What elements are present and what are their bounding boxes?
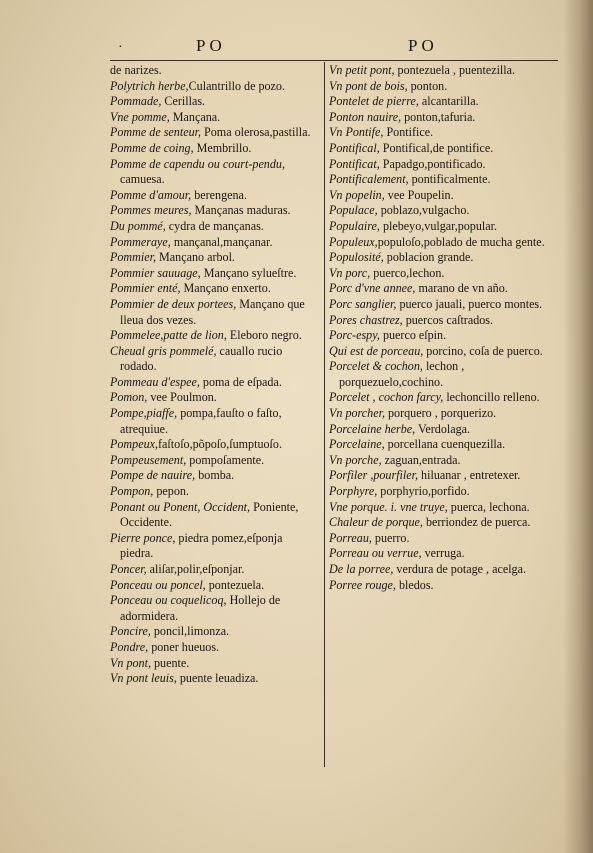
dictionary-entry xyxy=(110,235,318,251)
dictionary-entry xyxy=(329,203,557,219)
dictionary-entry xyxy=(110,344,318,375)
entry-translation: poner hueuos. xyxy=(148,639,220,654)
entry-headword: Porfiler ,pourfiler, xyxy=(329,468,419,483)
entry-headword: Vn porc, xyxy=(329,265,371,280)
left-column xyxy=(110,63,318,687)
entry-headword: Porcelet , cochon farcy, xyxy=(329,390,444,405)
entry-headword: Populeux, xyxy=(329,234,378,249)
entry-headword: Pomon, xyxy=(110,390,148,405)
dictionary-entry xyxy=(110,328,318,344)
entry-translation: puente. xyxy=(150,655,190,670)
entry-translation: puerco eſpin. xyxy=(379,328,447,343)
entry-translation: Membrillo. xyxy=(193,140,252,155)
entry-headword: Porc d'vne annee, xyxy=(329,281,416,296)
dictionary-entry xyxy=(329,125,557,141)
entry-translation: pompoſamente. xyxy=(186,452,265,467)
dictionary-entry xyxy=(329,359,557,390)
entry-headword: Cheual gris pommelé, xyxy=(110,343,217,358)
entry-translation: verdura de potage , acelga. xyxy=(393,562,526,576)
dictionary-entry xyxy=(329,110,557,126)
entry-translation: populoſo,poblado de mucha gente. xyxy=(377,234,545,249)
entry-headword: Pompon, xyxy=(110,484,154,499)
dictionary-entry xyxy=(110,593,318,624)
dictionary-entry xyxy=(329,484,557,500)
entry-headword: Pontificat, xyxy=(329,156,380,171)
dictionary-entry xyxy=(110,157,318,188)
entry-translation: vee Poupelin. xyxy=(384,187,454,202)
entry-translation: marano de vn año. xyxy=(415,281,508,296)
entry-translation: porcellana cuenquezilla. xyxy=(384,437,506,452)
dictionary-entry xyxy=(329,406,557,422)
entry-headword: Pommier de deux portees, xyxy=(110,296,237,311)
dictionary-entry xyxy=(329,141,557,157)
dictionary-entry xyxy=(110,125,318,141)
entry-headword: Pommes meures, xyxy=(110,203,192,218)
dictionary-entry xyxy=(329,578,557,594)
dictionary-entry xyxy=(110,79,318,95)
entry-headword: Pierre ponce, xyxy=(110,530,176,545)
entry-translation: poma de eſpada. xyxy=(199,374,282,389)
entry-headword: Porree rouge, xyxy=(329,577,396,592)
entry-translation: poblazo,vulgacho. xyxy=(377,203,470,218)
entry-translation: verruga. xyxy=(421,546,465,561)
dictionary-entry xyxy=(110,141,318,157)
entry-headword: Qui est de porceau, xyxy=(329,343,424,358)
entry-translation: vee Poulmon. xyxy=(147,390,217,405)
dictionary-entry xyxy=(329,266,557,282)
entry-headword: Vn popelin, xyxy=(329,187,385,202)
entry-headword: Porreau ou verrue, xyxy=(329,546,422,561)
entry-headword: Du pommé, xyxy=(110,218,166,233)
right-column xyxy=(329,63,557,593)
entry-headword: Vn pont de bois, xyxy=(329,78,408,93)
entry-headword: Pontelet de pierre, xyxy=(329,94,419,109)
dictionary-entry xyxy=(110,484,318,500)
dictionary-entry xyxy=(329,453,557,469)
entry-headword: Poncire, xyxy=(110,624,151,639)
dictionary-entry xyxy=(110,281,318,297)
entry-headword: Pomme d'amour, xyxy=(110,187,192,202)
dictionary-entry xyxy=(110,531,318,562)
entry-headword: Porreau, xyxy=(329,530,372,545)
dictionary-entry xyxy=(329,250,557,266)
running-head-right: PO xyxy=(408,36,438,55)
dictionary-entry xyxy=(110,437,318,453)
entry-headword: Pommeau d'espee, xyxy=(110,374,200,389)
dictionary-entry xyxy=(329,235,557,251)
entry-translation: Cerillas. xyxy=(161,94,206,109)
entry-headword: Porcelet & cochon, xyxy=(329,359,423,374)
entry-headword: Vn Pontife, xyxy=(329,125,384,140)
entry-headword: Ponceau ou coquelicoq, xyxy=(110,593,227,608)
entry-translation: Mançanas maduras. xyxy=(191,203,291,218)
entry-headword: Pommade, xyxy=(110,94,162,109)
dictionary-entry xyxy=(110,94,318,110)
entry-translation: lechoncillo relleno. xyxy=(443,390,540,405)
entry-translation: plebeyo,vulgar,popular. xyxy=(379,218,498,233)
dictionary-entry xyxy=(110,266,318,282)
dictionary-entry xyxy=(110,390,318,406)
entry-translation: Eleboro negro. xyxy=(226,328,302,343)
entry-translation: porcino, coſa de puerco. xyxy=(423,343,543,358)
dictionary-entry xyxy=(110,375,318,391)
dictionary-entry xyxy=(329,219,557,235)
entry-translation: pompa,fauſto o faſto, atrequiue. xyxy=(120,406,282,436)
entry-translation: Poniente, Occidente. xyxy=(120,499,299,530)
entry-headword: Populace, xyxy=(329,203,378,218)
header-rule xyxy=(110,60,558,61)
dictionary-entry xyxy=(110,110,318,126)
dictionary-entry xyxy=(110,219,318,235)
dictionary-entry xyxy=(110,671,318,687)
dictionary-entry xyxy=(110,640,318,656)
dictionary-entry xyxy=(329,515,557,531)
dictionary-entry xyxy=(329,328,557,344)
entry-translation: ponton,tafuria. xyxy=(401,109,476,124)
entry-headword: Pores chastrez, xyxy=(329,312,403,327)
entry-headword: Vn petit pont, xyxy=(329,63,395,77)
entry-translation: camuesa. xyxy=(120,172,165,187)
dictionary-entry xyxy=(329,172,557,188)
dictionary-entry xyxy=(110,406,318,437)
entry-headword: Ponceau ou poncel, xyxy=(110,577,206,592)
entry-headword: Pompeusement, xyxy=(110,452,187,467)
page-gutter-shadow xyxy=(563,0,593,853)
entry-translation: zaguan,entrada. xyxy=(381,452,461,467)
entry-headword: Ponant ou Ponent, Occident, xyxy=(110,499,251,514)
entry-headword: Porcelaine, xyxy=(329,437,385,452)
dictionary-entry xyxy=(329,79,557,95)
entry-headword: Pontificalement, xyxy=(329,172,409,187)
entry-translation: puerco jauali, puerco montes. xyxy=(396,296,543,311)
entry-translation: porquero , porquerizo. xyxy=(384,406,497,421)
entry-translation: Pontifice. xyxy=(383,125,434,140)
dictionary-entry xyxy=(110,624,318,640)
entry-translation: pontificalmente. xyxy=(408,172,491,187)
dictionary-entry xyxy=(329,531,557,547)
dictionary-entry xyxy=(329,562,557,578)
dictionary-entry xyxy=(329,313,557,329)
entry-translation: puerco,lechon. xyxy=(370,265,445,280)
entry-translation: hiluanar , entretexer. xyxy=(418,468,521,483)
entry-translation: Papadgo,pontificado. xyxy=(379,156,486,171)
dictionary-entry xyxy=(110,453,318,469)
dictionary-entry xyxy=(329,94,557,110)
entry-translation: alcantarilla. xyxy=(418,94,479,109)
entry-headword: Pommeraye, xyxy=(110,234,171,249)
entry-translation: Mançano sylueſtre. xyxy=(200,265,297,280)
entry-headword: Pompe de nauire, xyxy=(110,468,196,483)
entry-headword: Poncer, xyxy=(110,562,147,576)
entry-translation: Mançano arbol. xyxy=(156,250,235,265)
entry-translation: cydra de mançanas. xyxy=(165,218,264,233)
entry-translation: pontezuela , puentezilla. xyxy=(394,63,516,77)
dictionary-entry xyxy=(329,437,557,453)
entry-translation: de narizes. xyxy=(110,63,162,77)
entry-translation: Pontifical,de pontifice. xyxy=(379,140,494,155)
entry-translation: bomba. xyxy=(195,468,235,483)
dictionary-entry xyxy=(110,188,318,204)
entry-translation: ponton. xyxy=(407,78,448,93)
entry-headword: Vne porque. i. vne truye, xyxy=(329,499,448,514)
entry-headword: Pomme de capendu ou court-pendu, xyxy=(110,156,285,171)
dictionary-entry xyxy=(329,157,557,173)
entry-translation: Verdolaga. xyxy=(415,421,471,436)
dictionary-entry xyxy=(110,297,318,328)
entry-headword: Pommelee,patte de lion, xyxy=(110,328,227,343)
entry-headword: Populaire, xyxy=(329,218,380,233)
entry-translation: puerca, lechona. xyxy=(447,499,530,514)
entry-headword: Ponton nauire, xyxy=(329,109,402,124)
entry-translation: Mançano enxerto. xyxy=(180,281,271,296)
dictionary-entry xyxy=(110,562,318,578)
entry-headword: Pommier enté, xyxy=(110,281,181,296)
entry-translation: aliſar,polir,eſponjar. xyxy=(146,562,245,576)
entry-headword: Pomme de senteur, xyxy=(110,125,202,140)
entry-translation: faſtoſo,põpoſo,ſumptuoſo. xyxy=(158,437,282,452)
dictionary-entry xyxy=(110,250,318,266)
entry-headword: Pompe,piaffe, xyxy=(110,406,178,421)
dictionary-entry xyxy=(329,546,557,562)
dictionary-entry xyxy=(329,468,557,484)
entry-translation: Mançano que lleua dos vezes. xyxy=(120,296,305,327)
entry-headword: De la porree, xyxy=(329,562,394,576)
entry-translation: puerro. xyxy=(371,530,410,545)
dictionary-entry xyxy=(110,468,318,484)
entry-headword: Pondre, xyxy=(110,639,149,654)
entry-translation: mançanal,mançanar. xyxy=(170,234,273,249)
column-divider xyxy=(324,62,325,767)
entry-translation: porphyrio,porfido. xyxy=(377,484,470,499)
entry-headword: Pommier, xyxy=(110,250,157,265)
dictionary-entry xyxy=(329,422,557,438)
entry-headword: Vn porche, xyxy=(329,452,382,467)
entry-headword: Chaleur de porque, xyxy=(329,515,423,530)
entry-translation: puercos caſtrados. xyxy=(402,312,494,327)
dictionary-entry xyxy=(329,63,557,79)
entry-translation: berriondez de puerca. xyxy=(422,515,531,530)
entry-translation: pepon. xyxy=(153,484,189,499)
entry-headword: Porc sanglier, xyxy=(329,296,397,311)
entry-headword: Porc-espy, xyxy=(329,328,380,343)
entry-headword: Vn pont, xyxy=(110,655,151,670)
entry-translation: lechon , porquezuelo,cochino. xyxy=(339,359,465,389)
entry-headword: Vne pomme, xyxy=(110,109,170,124)
header-mark: · xyxy=(118,40,127,55)
dictionary-entry xyxy=(329,344,557,360)
dictionary-entry xyxy=(110,203,318,219)
entry-translation: cauallo rucio rodado. xyxy=(120,343,283,374)
dictionary-entry xyxy=(329,281,557,297)
entry-headword: Pommier sauuage, xyxy=(110,265,201,280)
dictionary-entry xyxy=(110,63,318,79)
entry-headword: Pomme de coing, xyxy=(110,140,194,155)
running-head-left: PO xyxy=(196,36,226,55)
entry-headword: Vn porcher, xyxy=(329,406,385,421)
dictionary-entry xyxy=(329,297,557,313)
entry-translation: Hollejo de adormidera. xyxy=(120,593,281,623)
dictionary-entry xyxy=(329,188,557,204)
entry-headword: Vn pont leuis, xyxy=(110,671,177,686)
entry-translation: Poma olerosa,pastilla. xyxy=(201,125,311,140)
entry-translation: puente leuadiza. xyxy=(176,671,259,686)
dictionary-entry xyxy=(329,390,557,406)
dictionary-entry xyxy=(110,656,318,672)
entry-headword: Porcelaine herbe, xyxy=(329,421,416,436)
entry-headword: Polytrich herbe, xyxy=(110,78,189,93)
entry-translation: piedra pomez,eſponja piedra. xyxy=(120,530,283,561)
entry-translation: Culantrillo de pozo. xyxy=(188,78,285,93)
entry-translation: bledos. xyxy=(395,577,434,592)
dictionary-entry xyxy=(110,578,318,594)
entry-headword: Pontifical, xyxy=(329,140,380,155)
entry-headword: Populosité, xyxy=(329,250,384,265)
entry-translation: Mançana. xyxy=(169,109,221,124)
dictionary-entry xyxy=(110,500,318,531)
entry-translation: berengena. xyxy=(191,187,247,202)
entry-translation: poncil,limonza. xyxy=(150,624,230,639)
entry-translation: pontezuela. xyxy=(205,577,265,592)
entry-headword: Pompeux, xyxy=(110,437,159,452)
entry-headword: Porphyre, xyxy=(329,484,378,499)
dictionary-entry xyxy=(329,500,557,516)
entry-translation: poblacion grande. xyxy=(383,250,474,265)
